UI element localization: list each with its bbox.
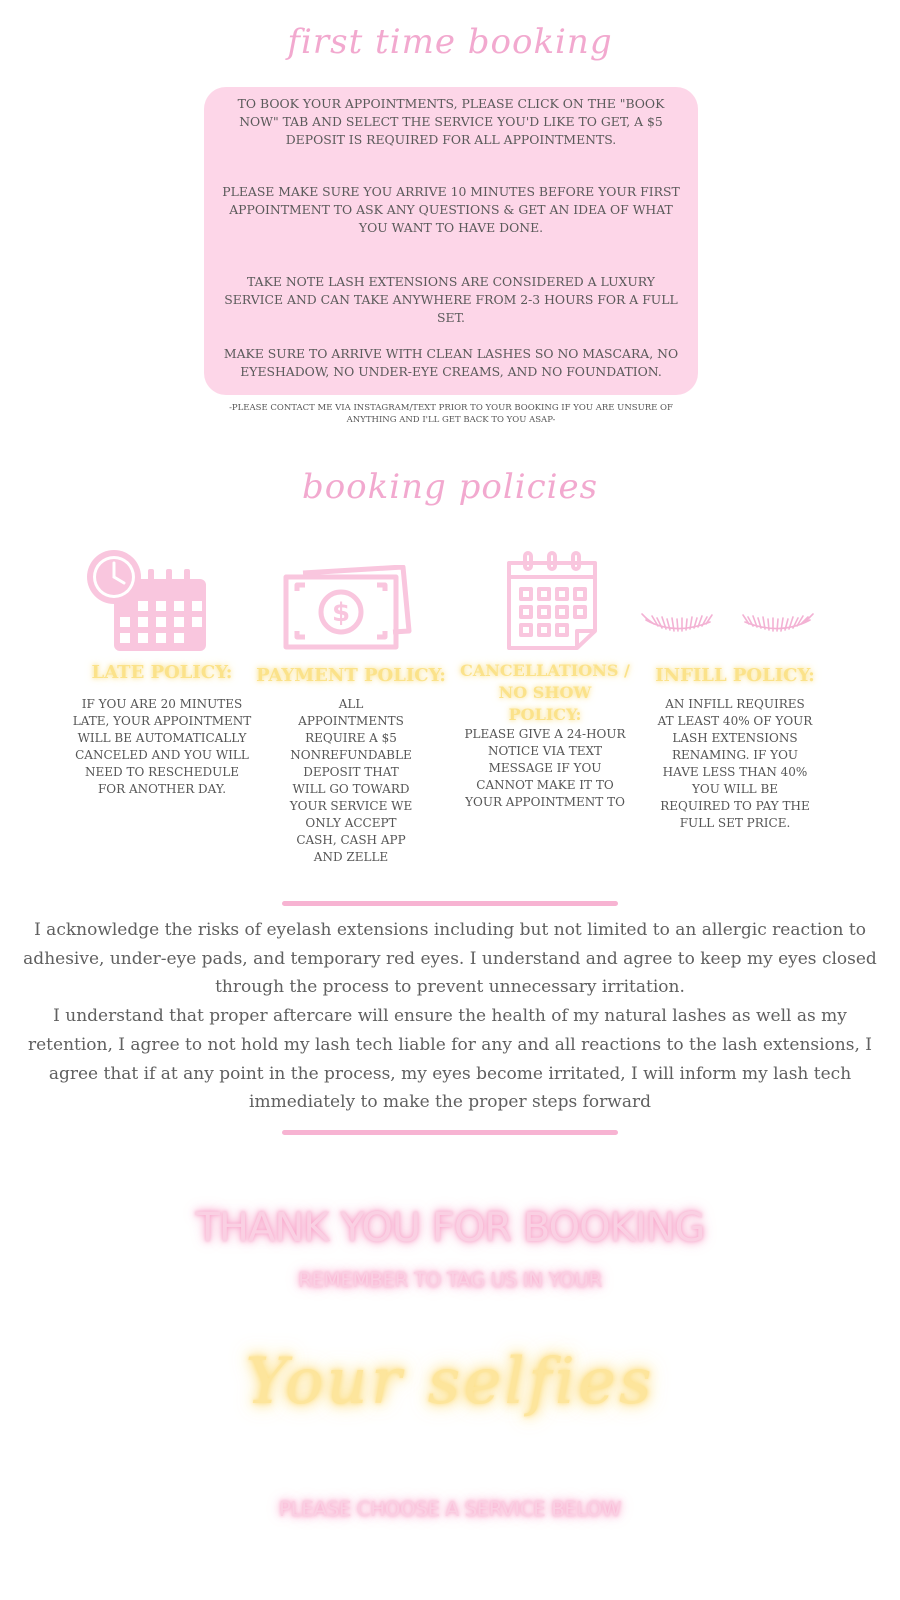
svg-text:$: $ [331,598,351,628]
info-paragraph-clean-lashes: MAKE SURE TO ARRIVE WITH CLEAN LASHES SO NO MASCARA, NO EYESHADOW, NO UNDER-EYE CREAMS, AND NO FOUNDATION. [223,346,679,379]
info-paragraph-luxury-service: TAKE NOTE LASH EXTENSIONS ARE CONSIDERED A LUXURY SERVICE AND CAN TAKE ANYWHERE FROM 2-3 HOURS FOR A FULL SET. [224,274,678,325]
thank-you-heading: THANK YOU FOR BOOKING [195,1205,705,1251]
acknowledgement-paragraph-risks: I acknowledge the risks of eyelash extensions including but not limited to an allergic reaction to adhesive, under-eye pads, and temporary red eyes. I understand and agree to keep my eyes closed through the process to prevent unnecessary irritation. [23,920,877,998]
remember-tag-text: REMEMBER TO TAG US IN YOUR [298,1268,602,1292]
contact-note: -PLEASE CONTACT ME VIA INSTAGRAM/TEXT PRIOR TO YOUR BOOKING IF YOU ARE UNSURE OF ANYTHING AND I'LL GET BACK TO YOU ASAP- [229,403,673,425]
late-policy [72,662,252,798]
infill-policy [645,665,825,832]
infill-policy-title: INFILL POLICY: [655,665,815,686]
choose-service-text: PLEASE CHOOSE A SERVICE BELOW [279,1497,621,1521]
acknowledgement-paragraph-aftercare: I understand that proper aftercare will ensure the health of my natural lashes as well as my retention, I agree to not hold my lash tech liable for any and all reactions to the lash extensions, I agree that if at any point in the process, my eyes become irritated, I will inform my lash tech immediately to make the proper steps forward [27,1006,872,1113]
divider-bottom [282,1130,618,1135]
booking-policies-heading: booking policies [301,467,599,507]
money-icon [283,565,413,651]
divider-top [282,901,618,906]
cancellation-policy-text: PLEASE GIVE A 24-HOUR NOTICE VIA TEXT MESSAGE IF YOU CANNOT MAKE IT TO YOUR APPOINTMENT TO [464,727,626,809]
first-time-booking-heading: first time booking [287,22,613,62]
calendar-icon [505,551,599,651]
payment-policy [256,665,446,866]
payment-policy-text: ALL APPOINTMENTS REQUIRE A $5 NONREFUNDABLE DEPOSIT THAT WILL GO TOWARD YOUR SERVICE WE ONLY ACCEPT CASH, CASH APP AND ZELLE [289,697,413,864]
eyelash-icon [640,610,815,646]
info-paragraph-arrive-early: PLEASE MAKE SURE YOU ARRIVE 10 MINUTES BEFORE YOUR FIRST APPOINTMENT TO ASK ANY QUESTIONS & GET AN IDEA OF WHAT YOU WANT TO HAVE DONE. [222,184,680,235]
clock-calendar-icon [86,549,210,653]
payment-policy-title: PAYMENT POLICY: [256,665,446,686]
your-selfies-text: Your selfies [245,1345,655,1419]
acknowledgement-text [20,916,880,1117]
cancellation-policy [460,660,630,811]
infill-policy-text: AN INFILL REQUIRES AT LEAST 40% OF YOUR LASH EXTENSIONS RENAMING. IF YOU HAVE LESS THAN 40% YOU WILL BE REQUIRED TO PAY THE FULL SET PRICE. [657,697,813,830]
late-policy-title: LATE POLICY: [91,662,233,683]
late-policy-text: IF YOU ARE 20 MINUTES LATE, YOUR APPOINTMENT WILL BE AUTOMATICALLY CANCELED AND YOU WILL NEED TO RESCHEDULE FOR ANOTHER DAY. [72,697,252,796]
info-paragraph-book-now: TO BOOK YOUR APPOINTMENTS, PLEASE CLICK ON THE "BOOK NOW" TAB AND SELECT THE SERVICE YOU'D LIKE TO GET, A $5 DEPOSIT IS REQUIRED FOR ALL APPOINTMENTS. [237,96,665,147]
cancellation-policy-title: CANCELLATIONS / NO SHOW POLICY: [460,661,630,724]
first-time-info-card [204,87,698,395]
